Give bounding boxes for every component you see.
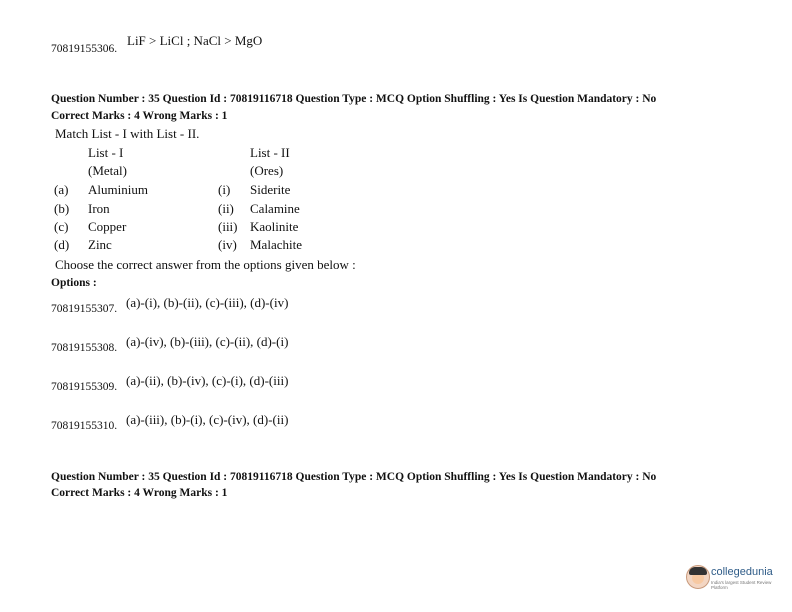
metal-cell: Aluminium [88, 182, 148, 197]
ore-cell: Kaolinite [250, 219, 299, 234]
ore-cell: Malachite [250, 237, 302, 252]
brand-tagline: India's largest Student Review Platform [711, 580, 772, 590]
instruction-text: Choose the correct answer from the options given below : [55, 257, 356, 272]
row-label: (iii) [218, 219, 238, 234]
option-id: 70819155306. [51, 43, 118, 55]
row-label: (iv) [218, 237, 237, 252]
row-label: (i) [218, 182, 231, 197]
list1-subheader: (Metal) [88, 163, 127, 178]
marks-meta: Correct Marks : 4 Wrong Marks : 1 [51, 487, 228, 499]
option-text: LiF > LiCl ; NaCl > MgO [127, 33, 263, 48]
option-id: 70819155309. [51, 381, 118, 393]
row-label: (a) [54, 182, 69, 197]
option-id: 70819155307. [51, 303, 118, 315]
option-text: (a)-(i), (b)-(ii), (c)-(iii), (d)-(iv) [126, 295, 289, 310]
options-label: Options : [51, 277, 97, 289]
ore-cell: Siderite [250, 182, 291, 197]
option-id: 70819155310. [51, 420, 118, 432]
row-label: (c) [54, 219, 69, 234]
option-text: (a)-(ii), (b)-(iv), (c)-(i), (d)-(iii) [126, 373, 289, 388]
question-meta: Question Number : 35 Question Id : 70819116718 Question Type : MCQ Option Shuffling : Yes Is Question Mandatory : No [51, 93, 657, 105]
question-prompt: Match List - I with List - II. [55, 126, 200, 141]
option-id: 70819155308. [51, 342, 118, 354]
row-label: (d) [54, 237, 70, 252]
mascot-icon [686, 565, 710, 589]
brand-logo [686, 563, 786, 593]
ore-cell: Calamine [250, 201, 300, 216]
option-text: (a)-(iv), (b)-(iii), (c)-(ii), (d)-(i) [126, 334, 289, 349]
metal-cell: Copper [88, 219, 127, 234]
list2-header: List - II [250, 145, 290, 160]
marks-meta: Correct Marks : 4 Wrong Marks : 1 [51, 110, 228, 122]
list2-subheader: (Ores) [250, 163, 284, 178]
question-meta: Question Number : 35 Question Id : 70819116718 Question Type : MCQ Option Shuffling : Yes Is Question Mandatory : No [51, 471, 657, 483]
row-label: (b) [54, 201, 70, 216]
option-text: (a)-(iii), (b)-(i), (c)-(iv), (d)-(ii) [126, 412, 289, 427]
metal-cell: Iron [88, 201, 110, 216]
metal-cell: Zinc [88, 237, 112, 252]
list1-header: List - I [88, 145, 124, 160]
row-label: (ii) [218, 201, 234, 216]
brand-name: collegedunia [711, 566, 773, 578]
